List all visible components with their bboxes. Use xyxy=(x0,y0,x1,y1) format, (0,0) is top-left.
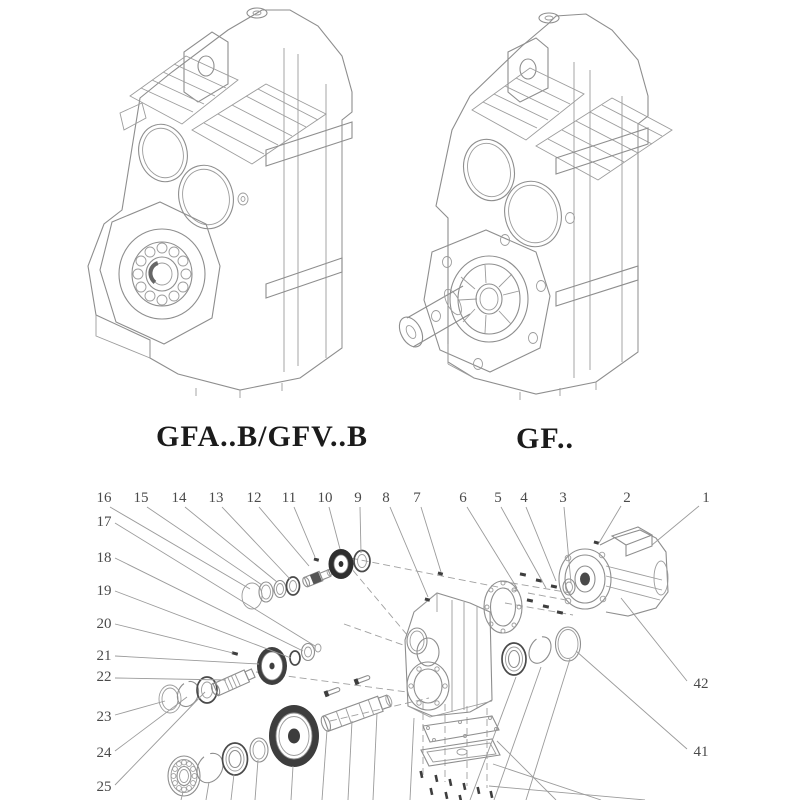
bearing xyxy=(197,677,217,703)
rolling-elements xyxy=(133,243,191,305)
part-number: 25 xyxy=(96,779,112,795)
gearbox-right-drawing xyxy=(395,13,672,400)
leader-line-truncated xyxy=(255,760,258,800)
input-stage-parts xyxy=(242,549,370,609)
hollow-output-shaft xyxy=(319,692,394,732)
part-number: 20 xyxy=(96,616,112,632)
ribbed-column xyxy=(574,62,638,378)
motor-bolt xyxy=(594,541,600,545)
bearing xyxy=(223,743,248,775)
housing-output-bore xyxy=(407,662,449,710)
part-number: 23 xyxy=(96,709,112,725)
ring xyxy=(302,644,315,661)
part-number: 6 xyxy=(459,490,467,506)
bearing xyxy=(287,577,300,595)
input-bores xyxy=(132,119,248,235)
leader-line xyxy=(185,507,277,582)
part-number: 2 xyxy=(623,490,631,506)
key xyxy=(354,674,371,685)
terminal-box xyxy=(612,527,652,556)
motor xyxy=(559,527,668,616)
strap-lower xyxy=(266,258,342,298)
leader-line xyxy=(390,507,428,597)
intermediate-gear xyxy=(257,647,287,685)
part-number: 22 xyxy=(96,669,112,685)
leader-line-truncated xyxy=(489,786,645,800)
oil-plug-hole xyxy=(545,16,553,20)
ball-bearing xyxy=(168,756,200,796)
motor-fins xyxy=(606,566,662,600)
set-screw xyxy=(232,651,239,655)
output-gear xyxy=(269,705,319,767)
leader-line-truncated xyxy=(231,774,234,800)
leader-line xyxy=(115,656,259,664)
model-label-left: GFA..B/GFV..B xyxy=(156,420,368,453)
bottom-gasket xyxy=(423,716,499,742)
ring xyxy=(315,644,321,652)
base-details xyxy=(96,103,282,398)
strap-upper xyxy=(266,122,352,166)
leader-line xyxy=(222,507,290,579)
leader-line xyxy=(147,507,262,585)
part-number: 4 xyxy=(520,490,528,506)
part-number: 17 xyxy=(96,514,112,530)
oil-plug xyxy=(539,13,559,23)
output-flange xyxy=(424,230,550,372)
seal-ring xyxy=(556,627,581,661)
part-number: 15 xyxy=(133,490,149,506)
gearbox-left-drawing xyxy=(88,8,352,398)
part-number: 1 xyxy=(702,490,710,506)
leader-line xyxy=(526,507,556,581)
part-number: 14 xyxy=(171,490,187,506)
bearing-inner xyxy=(290,581,297,592)
leader-line-truncated xyxy=(348,721,352,800)
model-label-right: GF.. xyxy=(516,422,574,455)
ring xyxy=(290,651,300,665)
leader-line xyxy=(599,506,621,543)
cover-bolts xyxy=(419,771,493,800)
washer-hole xyxy=(162,688,178,710)
pinion-shaft xyxy=(301,567,333,588)
housing-outline xyxy=(88,10,352,390)
part-number: 12 xyxy=(246,490,262,506)
part-number: 9 xyxy=(354,490,362,506)
part-number: 42 xyxy=(693,676,709,692)
base-plates xyxy=(419,716,500,800)
leader-line xyxy=(115,624,233,653)
leader-line xyxy=(115,678,226,680)
leader-line xyxy=(115,701,165,715)
input-gear xyxy=(329,549,354,579)
bearing-inner xyxy=(202,682,213,698)
leader-line xyxy=(360,507,361,553)
leader-line xyxy=(329,507,340,549)
leader-line xyxy=(576,651,687,749)
leader-line-truncated xyxy=(410,718,414,800)
part-number: 10 xyxy=(317,490,333,506)
part-number: 7 xyxy=(413,490,421,506)
leader-line xyxy=(259,507,309,566)
leader-line xyxy=(564,507,571,583)
part-number: 11 xyxy=(281,490,297,506)
leader-line-truncated xyxy=(206,782,209,800)
cooling-fins-mid xyxy=(192,84,326,164)
part-number: 13 xyxy=(208,490,224,506)
housing-bolt xyxy=(425,598,431,602)
leader-line-truncated xyxy=(291,766,293,800)
part-number: 3 xyxy=(559,490,567,506)
part-number: 8 xyxy=(382,490,390,506)
part-number: 5 xyxy=(494,490,502,506)
part-number: 21 xyxy=(96,648,112,664)
leader-line xyxy=(421,507,441,572)
washer-hole xyxy=(253,741,265,759)
strap-lower xyxy=(556,266,638,306)
leader-line xyxy=(467,507,517,588)
leader-line-truncated xyxy=(494,667,541,800)
ring-inner xyxy=(305,647,312,657)
flange-studs xyxy=(520,572,563,614)
part-number: 18 xyxy=(96,550,112,566)
cut-leader-layer xyxy=(181,659,645,800)
part-number: 41 xyxy=(693,744,709,760)
gear-housing xyxy=(405,572,492,717)
flange-spokes xyxy=(459,265,519,333)
part-number: 16 xyxy=(96,490,112,506)
set-screw xyxy=(314,558,320,562)
leader-line xyxy=(652,506,699,545)
leader-line xyxy=(115,558,303,651)
leader-line xyxy=(621,598,687,681)
intermediate-shaft xyxy=(210,667,256,697)
intermediate-stage-parts xyxy=(159,644,321,714)
key xyxy=(324,686,341,697)
snap-ring xyxy=(525,633,556,667)
flange-gasket xyxy=(484,581,522,633)
leader-line xyxy=(110,507,250,589)
washer-hole xyxy=(262,585,271,599)
bearing xyxy=(502,643,526,675)
callout-layer xyxy=(97,490,710,795)
exploded-view xyxy=(97,490,710,800)
leader-line xyxy=(294,507,315,557)
leader-line-truncated xyxy=(526,659,570,800)
snap-ring-inner xyxy=(277,584,284,595)
ribbed-column xyxy=(284,48,342,372)
leader-line-truncated xyxy=(373,713,377,800)
leader-line-truncated xyxy=(322,730,327,800)
lug-hole xyxy=(198,56,214,76)
part-number: 19 xyxy=(96,583,112,599)
part-number: 24 xyxy=(96,745,112,761)
